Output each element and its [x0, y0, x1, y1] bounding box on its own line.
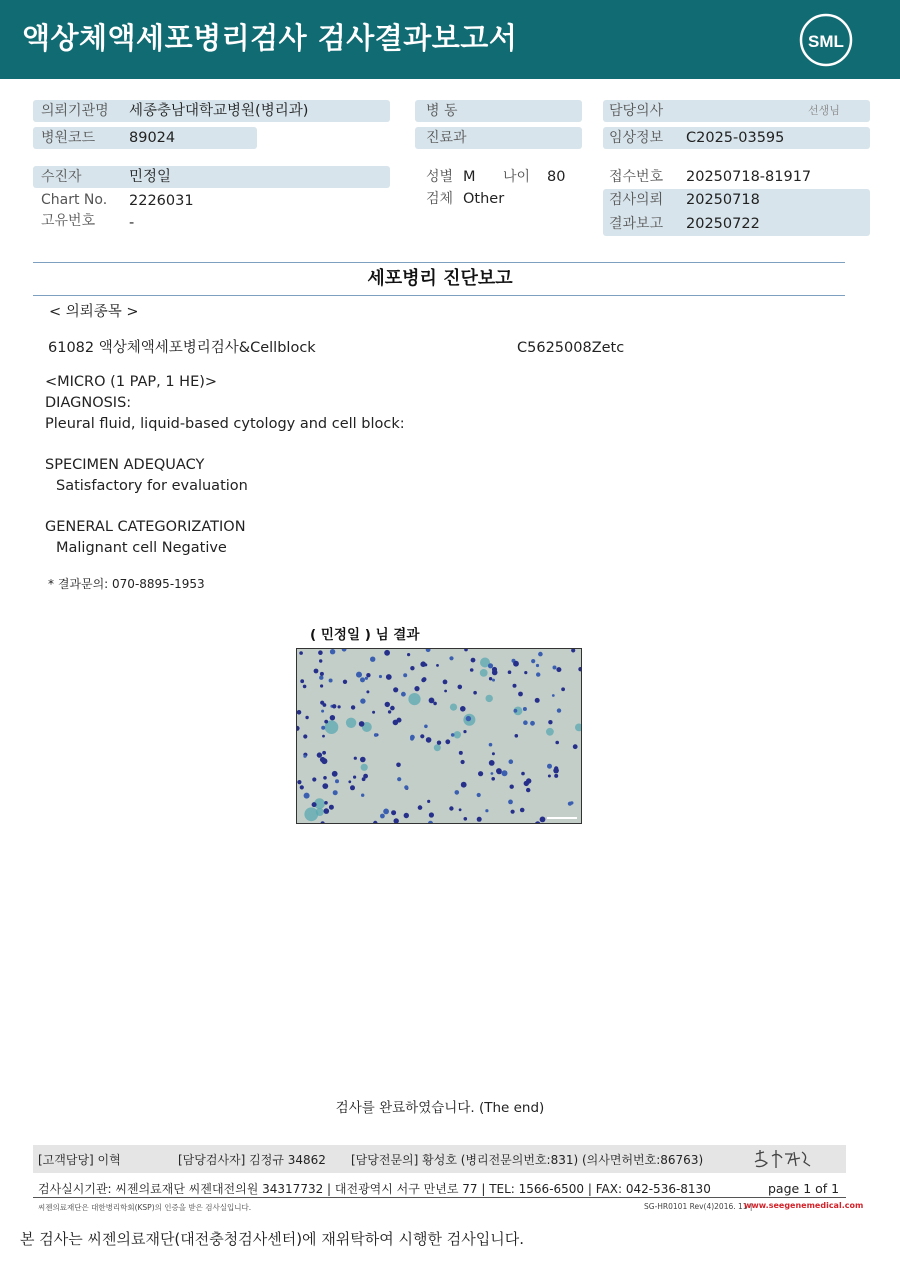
categorization-text: Malignant cell Negative [56, 540, 227, 556]
micro-line: <MICRO (1 PAP, 1 HE)> [45, 374, 218, 390]
adequacy-heading: SPECIMEN ADEQUACY [45, 457, 205, 473]
age-value: 80 [547, 169, 566, 185]
report-section-title: 세포병리 진단보고 [367, 268, 513, 289]
divider-top [33, 262, 845, 263]
dept-label: 진료과 [426, 130, 467, 146]
institution-value: 세종충남대학교병원(병리과) [129, 103, 309, 119]
receipt-label: 접수번호 [609, 169, 664, 185]
ward-label: 병 동 [426, 103, 458, 119]
chart-value: 2226031 [129, 193, 194, 209]
receipt-value: 20250718-81917 [686, 169, 812, 185]
diagnosis-text: Pleural fluid, liquid-based cytology and cell block: [45, 416, 405, 432]
clinical-value: C2025-03595 [686, 130, 785, 146]
doctor-label: 담당의사 [609, 103, 664, 119]
clinical-label: 임상정보 [609, 130, 664, 146]
hospital-code-value: 89024 [129, 130, 176, 146]
technician: [담당검사자] 김정규 34862 [178, 1153, 326, 1167]
ksp-note: 씨젠의료재단은 대한병리학회(KSP)의 인증을 받은 검사실입니다. [38, 1203, 252, 1212]
institution-info: 검사실시기관: 씨젠의료재단 씨젠대전의원 34317732 | 대전광역시 서구 만년로 77 | TEL: 1566-6500 | FAX: 042-536-8130 [38, 1182, 711, 1196]
contact-note: * 결과문의: 070-8895-1953 [48, 577, 205, 591]
categorization-heading: GENERAL CATEGORIZATION [45, 519, 246, 535]
patient-row-bg [33, 166, 390, 188]
specialist: [담당전문의] 황성호 (병리전문의번호:831) (의사면허번호:86763) [351, 1153, 704, 1167]
unique-id-value: - [129, 215, 135, 231]
test-code: C5625008Zetc [517, 340, 625, 356]
request-items-label: < 의뢰종목 > [49, 304, 139, 320]
patient-value: 민정일 [129, 169, 172, 185]
end-text: 검사를 완료하였습니다. (The end) [335, 1100, 545, 1116]
sex-label: 성별 [426, 169, 454, 185]
outsourcing-note: 본 검사는 씨젠의료재단(대전충청검사센터)에 재위탁하여 시행한 검사입니다. [20, 1230, 524, 1248]
svg-text:SML: SML [808, 32, 844, 51]
signature [752, 1146, 814, 1172]
report-date-value: 20250722 [686, 216, 760, 232]
sml-logo [798, 12, 854, 68]
report-date-label: 결과보고 [609, 216, 664, 232]
image-caption: ( 민정일 ) 님 결과 [310, 627, 420, 643]
unique-id-label: 고유번호 [41, 213, 96, 229]
chart-label: Chart No. [41, 192, 108, 208]
footer-divider [33, 1197, 846, 1198]
form-code: SG-HR0101 Rev(4)2016. 11 | [644, 1202, 753, 1211]
customer-contact: [고객담당] 이혁 [38, 1153, 121, 1167]
report-header [0, 0, 900, 79]
age-label: 나이 [503, 169, 531, 185]
patient-label: 수진자 [41, 169, 82, 185]
request-date-label: 검사의뢰 [609, 192, 664, 208]
request-date-value: 20250718 [686, 192, 760, 208]
doctor-suffix: 선생님 [808, 104, 840, 117]
page-indicator: page 1 of 1 [768, 1181, 840, 1196]
divider-bottom [33, 295, 845, 296]
website-link[interactable]: www.seegenemedical.com [744, 1201, 864, 1210]
cytology-micrograph [296, 648, 582, 824]
diagnosis-heading: DIAGNOSIS: [45, 395, 132, 411]
specimen-value: Other [463, 191, 505, 207]
sex-value: M [463, 169, 476, 185]
institution-label: 의뢰기관명 [41, 103, 109, 119]
report-main-title: 액상체액세포병리검사 검사결과보고서 [22, 21, 518, 55]
adequacy-text: Satisfactory for evaluation [56, 478, 248, 494]
specimen-label: 검체 [426, 191, 454, 207]
hospital-code-label: 병원코드 [41, 130, 96, 146]
test-name: 61082 액상체액세포병리검사&Cellblock [48, 340, 316, 356]
micrograph-cells [297, 649, 582, 824]
